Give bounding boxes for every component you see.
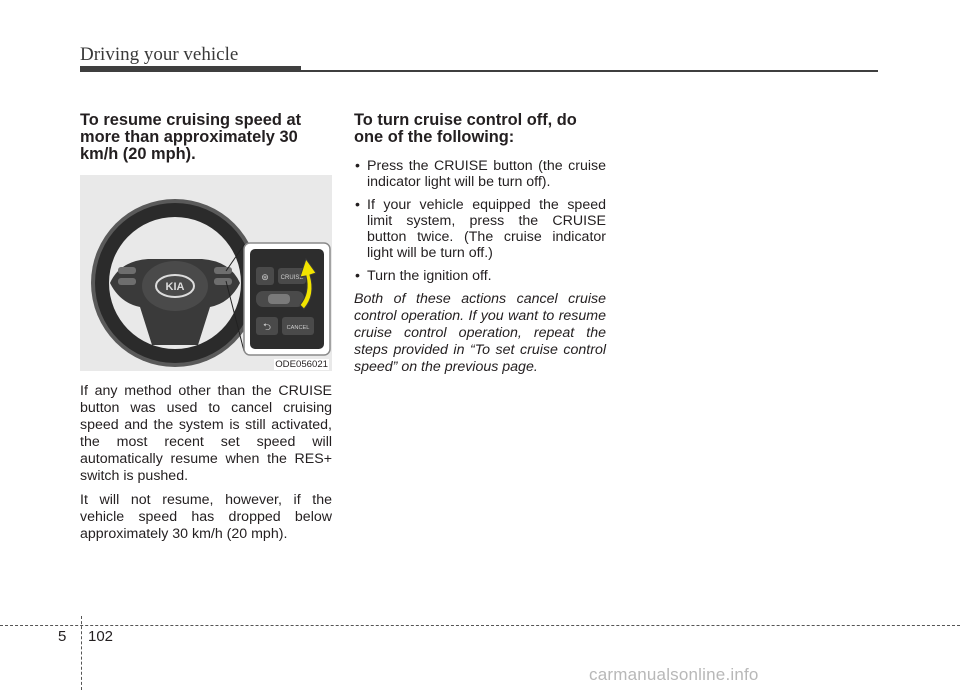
section-title: Driving your vehicle — [80, 44, 239, 65]
chapter-number: 5 — [58, 628, 67, 645]
cruise-note: Both of these actions cancel cruise control operation. If you want to resume cruise control operation, repeat the steps provided in “To set cruise control speed” on the previous page. — [354, 291, 606, 375]
resume-paragraph-2: It will not resume, however, if the vehicle speed has dropped below approximately 30 km/h (20 mph). — [80, 492, 332, 542]
page-number: 102 — [88, 628, 114, 645]
list-item: • Turn the ignition off. — [354, 268, 606, 284]
resume-heading: To resume cruising speed at more than approximately 30 km/h (20 mph). — [80, 111, 302, 163]
footer-vertical-divider — [81, 616, 82, 690]
resume-paragraph-1: If any method other than the CRUISE button was used to cancel cruising speed and the system is still activated, the most recent set speed will automatically resume when the RES+ switch is pushed. — [80, 383, 332, 484]
steering-wheel-figure — [80, 175, 332, 371]
svg-text:⊛: ⊛ — [261, 272, 269, 282]
right-column — [354, 112, 606, 376]
watermark: carmanualsonline.info — [589, 665, 759, 684]
svg-text:⮌: ⮌ — [262, 322, 272, 333]
header-rule-thick — [80, 66, 301, 72]
footer-divider — [0, 625, 960, 626]
left-column — [80, 112, 332, 543]
kia-logo-text: KIA — [165, 281, 185, 293]
inset-cruise-label: CRUISE — [280, 275, 304, 281]
cruise-off-heading: To turn cruise control off, do one of the following: — [354, 111, 577, 146]
figure-code: ODE056021 — [275, 359, 328, 370]
header-rule-thin — [301, 70, 878, 72]
steering-wheel-icon — [80, 175, 332, 371]
list-item: • Press the CRUISE button (the cruise indicator light will be turn off). — [354, 158, 606, 190]
cruise-off-list — [354, 158, 606, 284]
inset-cancel-label: CANCEL — [286, 325, 310, 331]
list-item: • If your vehicle equipped the speed limit system, press the CRUISE button twice. (The cruise indicator light will be turn off.) — [354, 197, 606, 261]
